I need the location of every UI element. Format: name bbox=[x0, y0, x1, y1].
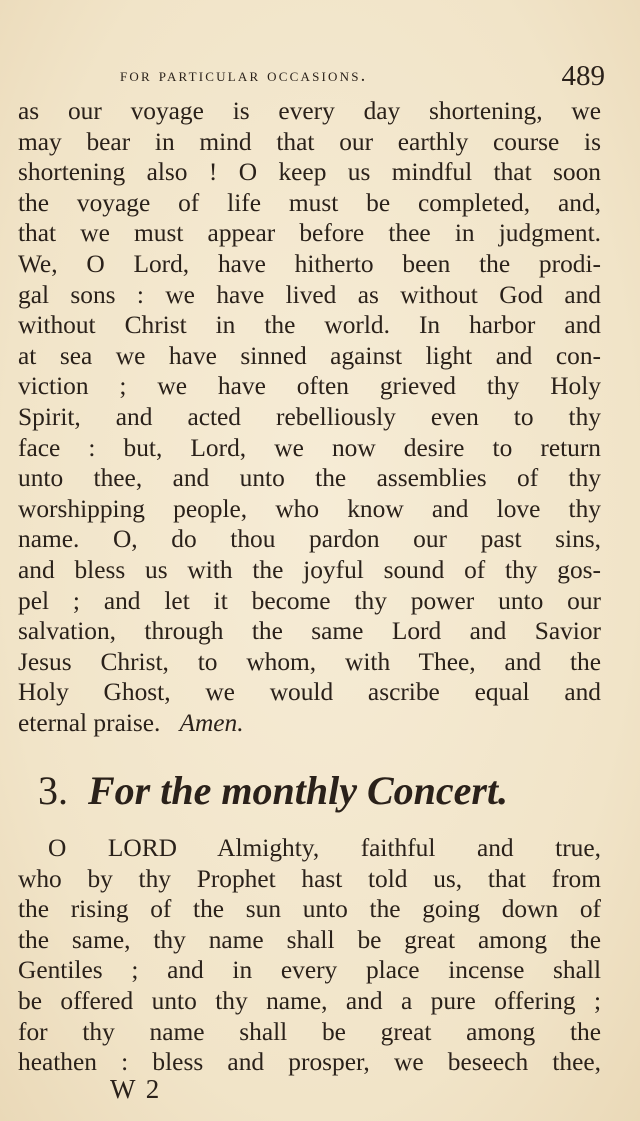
running-head bbox=[120, 60, 605, 94]
text-line: heathen : bless and prosper, we beseech thee, bbox=[18, 1048, 601, 1077]
text-line: and bless us with the joyful sound of thy gos- bbox=[18, 555, 601, 584]
signature-mark: W 2 bbox=[110, 1074, 162, 1104]
text-line: the same, thy name shall be great among the bbox=[18, 925, 601, 954]
section-title: For the monthly Concert. bbox=[88, 768, 509, 813]
text-line: viction ; we have often grieved thy Holy bbox=[18, 372, 601, 401]
text-line: Jesus Christ, to whom, with Thee, and the bbox=[18, 647, 601, 676]
text-line: salvation, through the same Lord and Savior bbox=[18, 617, 601, 646]
text-line: be offered unto thy name, and a pure offering ; bbox=[18, 986, 601, 1015]
text-line: unto thee, and unto the assemblies of thy bbox=[18, 464, 601, 493]
final-line-text: eternal praise. bbox=[18, 708, 161, 737]
text-line: without Christ in the world. In harbor and bbox=[18, 311, 601, 340]
text-line: We, O Lord, have hitherto been the prodi- bbox=[18, 249, 601, 278]
page-number: 489 bbox=[561, 60, 605, 92]
text-line: pel ; and let it become thy power unto our bbox=[18, 586, 601, 615]
amen-closing: Amen. bbox=[179, 708, 244, 737]
text-line: as our voyage is every day shortening, we bbox=[18, 97, 601, 125]
text-line: Spirit, and acted rebelliously even to thy bbox=[18, 402, 601, 431]
prayer-paragraph bbox=[18, 833, 601, 1078]
text-line: may bear in mind that our earthly course is bbox=[18, 127, 601, 156]
text-line: Holy Ghost, we would ascribe equal and bbox=[18, 678, 601, 707]
text-line: the voyage of life must be completed, and, bbox=[18, 188, 601, 217]
text-line: that we must appear before thee in judgment. bbox=[18, 219, 601, 248]
prayer-paragraph-continued bbox=[18, 96, 601, 738]
text-line-final bbox=[18, 708, 601, 739]
text-line: for thy name shall be great among the bbox=[18, 1017, 601, 1046]
section-heading bbox=[38, 765, 598, 817]
text-line: gal sons : we have lived as without God and bbox=[18, 280, 601, 309]
text-line-indented: O LORD Almighty, faithful and true, bbox=[48, 834, 601, 862]
text-line: Gentiles ; and in every place incense shall bbox=[18, 956, 601, 985]
text-line: the rising of the sun unto the going down of bbox=[18, 895, 601, 924]
section-number: 3. bbox=[38, 768, 68, 813]
text-line: name. O, do thou pardon our past sins, bbox=[18, 525, 601, 554]
text-line: face : but, Lord, we now desire to return bbox=[18, 433, 601, 462]
text-line: shortening also ! O keep us mindful that soon bbox=[18, 158, 601, 187]
text-line: worshipping people, who know and love thy bbox=[18, 494, 601, 523]
text-line: at sea we have sinned against light and con- bbox=[18, 341, 601, 370]
text-line: who by thy Prophet hast told us, that from bbox=[18, 864, 601, 893]
running-head-title: for particular occasions. bbox=[120, 66, 368, 86]
